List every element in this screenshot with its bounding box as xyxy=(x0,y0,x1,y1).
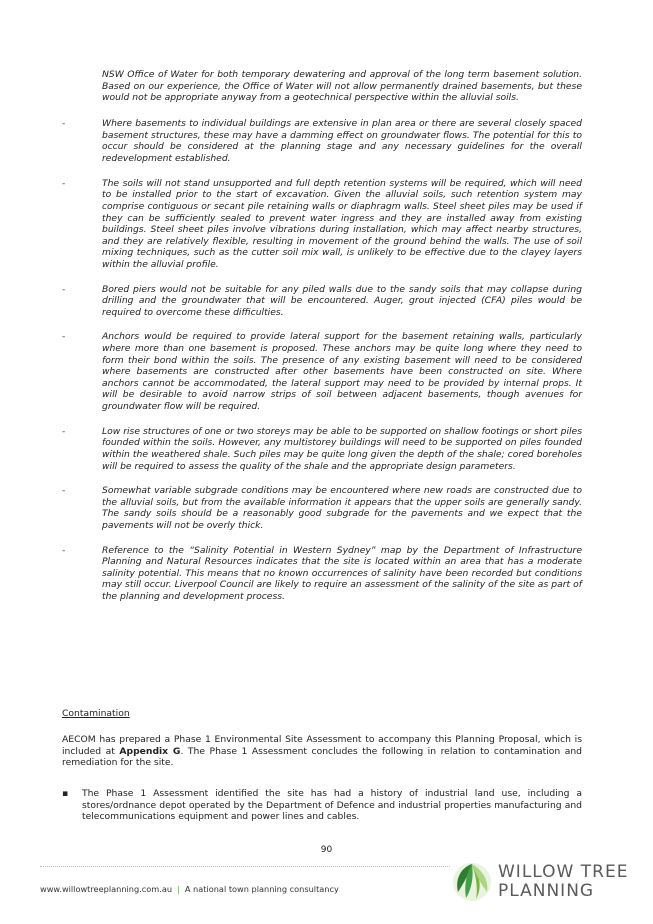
bullet-marker: - xyxy=(62,283,66,295)
bullet-item xyxy=(62,331,582,412)
bullet-text: The soils will not stand unsupported and full depth retention systems will be required, which will need to be installed prior to the start of excavation. Given the alluvial soils, such retention system may comprise contiguous or secant pile retaining walls or diaphragm walls. Steel sheet piles may be used if they can be sufficiently sealed to prevent water ingress and they are installed away from existing buildings. Steel sheet piles involve vibrations during installation, which may affect nearby structures, and they are relatively flexible, resulting in movement of the ground behind the walls. The use of soil mixing techniques, such as the cutter soil mix wall, is unlikely to be effective due to the clayey layers within the alluvial profile. xyxy=(102,177,582,270)
page-number: 90 xyxy=(320,845,333,855)
square-bullet-marker: ▪ xyxy=(62,788,69,799)
bullet-marker: - xyxy=(62,177,66,189)
bullet-marker: - xyxy=(62,485,66,497)
leaf-logo-icon xyxy=(452,862,492,902)
appendix-reference: Appendix G xyxy=(119,745,181,757)
contamination-list xyxy=(62,788,582,823)
bullet-text: Bored piers would not be suitable for any piled walls due to the sandy soils that may collapse during drilling and the groundwater that will be encountered. Auger, grout injected (CFA) piles would be required to overcome these difficulties. xyxy=(102,283,582,318)
bullet-item xyxy=(62,69,582,104)
list-item-text: The Phase 1 Assessment identified the site has had a history of industrial land use, including a stores/ordnance depot operated by the Department of Defence and industrial properties manufacturing and telecommunications equipment and power lines and cables. xyxy=(82,788,582,823)
para-text-after: . The Phase 1 Assessment concludes the following in relation to contamination and remediation for the site. xyxy=(62,745,582,769)
willow-tree-logo xyxy=(452,862,627,902)
section-heading-contamination: Contamination xyxy=(62,708,130,719)
bullet-text: Reference to the “Salinity Potential in Western Sydney” map by the Department of Infrastructure Planning and Natural Resources indicates that the site is located within an area that has a moderate salinity potential. This means that no known occurrences of salinity have been recorded but conditions may still occur. Liverpool Council are likely to require an assessment of the salinity of the site as part of the planning and development process. xyxy=(102,544,582,603)
logo-text-line1: WILLOW TREE xyxy=(498,862,629,882)
contamination-paragraph xyxy=(62,734,582,769)
footer-text xyxy=(40,884,339,894)
bullet-marker: - xyxy=(62,331,66,343)
list-item xyxy=(62,788,582,823)
footer-website-link[interactable]: www.willowtreeplanning.com.au xyxy=(40,884,173,894)
bullet-text: Anchors would be required to provide lateral support for the basement retaining walls, particularly where more than one basement is proposed. These anchors may be quite long where they need to form their bond within the soils. The presence of any existing basement will need to be considered where basements are constructed after other basements have been constructed on site. Where anchors cannot be accommodated, the lateral support may need to be provided by internal props. It will be desirable to avoid narrow strips of soil between adjacent basements, though avenues for groundwater flow will be required. xyxy=(102,331,582,413)
bullet-item xyxy=(62,284,582,319)
footer-divider xyxy=(40,866,450,867)
bullet-marker: - xyxy=(62,118,66,130)
bullet-item xyxy=(62,118,582,164)
bullet-marker: - xyxy=(62,425,66,437)
bullet-item xyxy=(62,178,582,271)
footer-tagline: A national town planning consultancy xyxy=(184,884,339,894)
bullet-marker: - xyxy=(62,544,66,556)
bullet-text: Where basements to individual buildings are extensive in plan area or there are several closely spaced basement structures, these may have a damming effect on groundwater flows. The potential for this to occur should be considered at the planning stage and any necessary guidelines for the overall redevelopment established. xyxy=(102,118,582,165)
bullet-item xyxy=(62,485,582,531)
bullet-text: Somewhat variable subgrade conditions may be encountered where new roads are constructed due to the alluvial soils, but from the available information it appears that the upper soils are generally sandy. The sandy soils should be a reasonably good subgrade for the pavements and we expect that the pavements will not be overly thick. xyxy=(102,485,582,531)
bullet-item xyxy=(62,545,582,603)
para-text-before: AECOM has prepared a Phase 1 Environmental Site Assessment to accompany this Planning Proposal, which is included at xyxy=(62,734,582,757)
bullet-text: Low rise structures of one or two storeys may be able to be supported on shallow footings or short piles founded within the soils. However, any multistorey buildings will need to be supported on piles founded within the weathered shale. Such piles may be quite long given the depth of the shale; cored boreholes will be required to assess the quality of the shale and the appropriate design parameters. xyxy=(102,425,582,472)
footer-separator: | xyxy=(177,884,180,894)
bullet-text: NSW Office of Water for both temporary dewatering and approval of the long term basement solution. Based on our experience, the Office of Water will not allow permanently drained basements, but these would not be appropriate anyway from a geotechnical perspective within the alluvial soils. xyxy=(102,69,582,104)
bullet-item xyxy=(62,426,582,472)
logo-text-line2: PLANNING xyxy=(498,881,595,901)
bullet-list xyxy=(62,69,582,616)
